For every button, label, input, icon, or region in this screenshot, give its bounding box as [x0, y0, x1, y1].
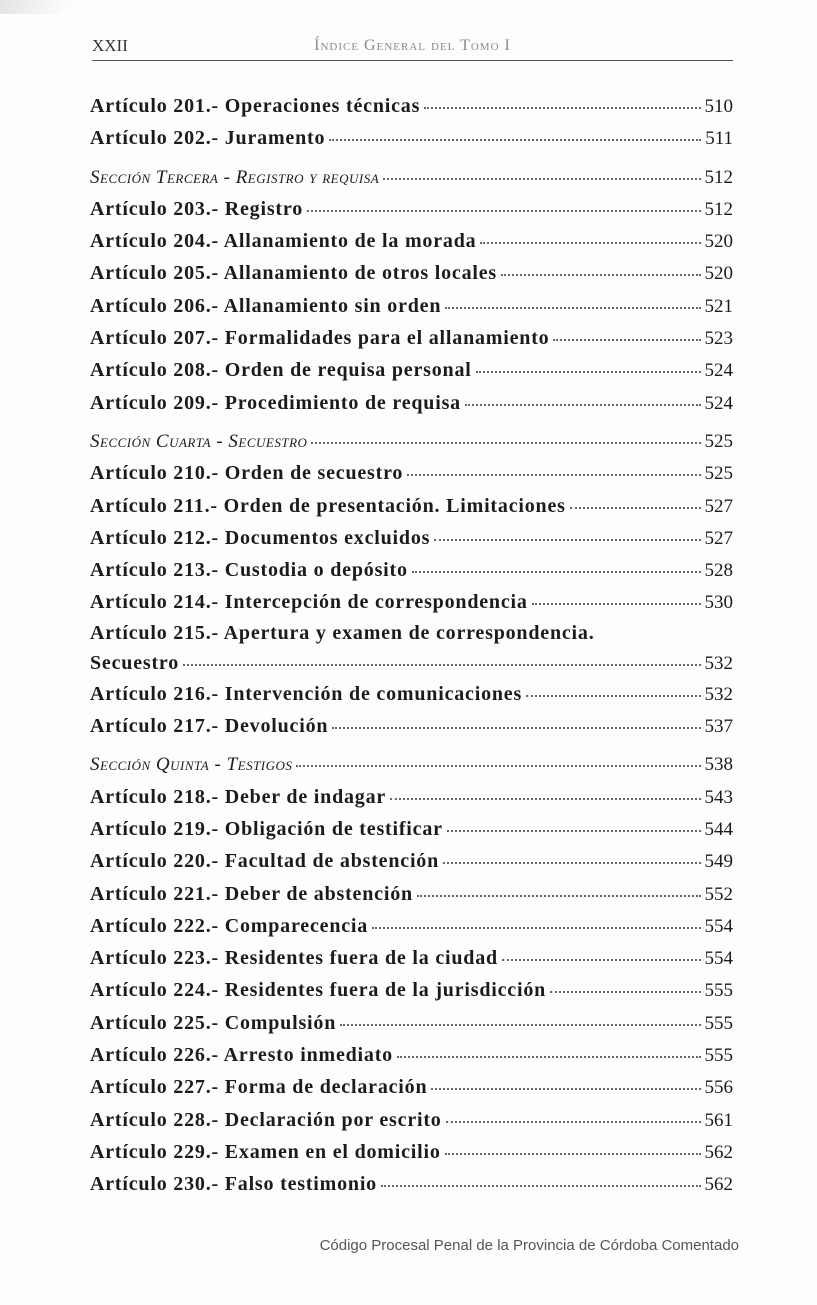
entry-page-number: 521 — [704, 295, 733, 317]
entry-page-number: 510 — [704, 96, 733, 117]
entry-label: Sección Cuarta - Secuestro — [90, 430, 308, 452]
entry-page-number: 554 — [704, 948, 733, 970]
entry-label: Artículo 230.- Falso testimonio — [90, 1173, 377, 1196]
entry-label: Artículo 229.- Examen en el domicilio — [90, 1140, 441, 1163]
entry-page-number: 537 — [704, 716, 733, 738]
entry-label: Artículo 201.- Operaciones técnicas — [90, 95, 421, 117]
entry-continuation-line — [90, 647, 733, 678]
entry-label: Artículo 211.- Orden de presentación. Limitaciones — [90, 494, 566, 517]
toc-entry-article — [90, 1007, 733, 1039]
dot-leader — [532, 583, 701, 605]
dot-leader — [407, 454, 700, 476]
entry-label: Artículo 210.- Orden de secuestro — [90, 462, 404, 485]
toc-section-heading — [90, 161, 733, 193]
entry-label: Artículo 223.- Residentes fuera de la ciudad — [90, 947, 498, 970]
toc-entry-article — [90, 619, 733, 678]
entry-label: Artículo 224.- Residentes fuera de la jurisdicción — [90, 979, 547, 1002]
toc-section-heading — [90, 748, 733, 780]
entry-page-number: 520 — [704, 231, 733, 253]
dot-leader — [465, 384, 701, 406]
entry-page-number: 532 — [704, 652, 733, 674]
toc-entry-article — [90, 678, 733, 710]
entry-label: Sección Quinta - Testigos — [90, 754, 293, 776]
dot-leader — [332, 707, 700, 729]
entry-label: Artículo 202.- Juramento — [90, 127, 326, 150]
dot-leader — [412, 551, 701, 573]
entry-label: Artículo 208.- Orden de requisa personal — [90, 359, 472, 382]
entry-label: Artículo 207.- Formalidades para el allanamiento — [90, 327, 550, 350]
entry-page-number: 528 — [704, 560, 733, 582]
entry-page-number: 555 — [704, 1012, 733, 1034]
entry-page-number: 512 — [704, 166, 733, 188]
toc-entry-article — [90, 813, 733, 845]
entry-label: Artículo 205.- Allanamiento de otros locales — [90, 262, 498, 285]
dot-leader — [329, 119, 701, 141]
toc-entry-article — [90, 490, 733, 522]
entry-page-number: 527 — [704, 527, 733, 549]
toc-entry-article — [90, 586, 733, 618]
toc-entry-article — [90, 354, 733, 386]
dot-leader — [311, 422, 700, 444]
entry-page-number: 555 — [704, 1045, 733, 1067]
book-title-footer: Código Procesal Penal de la Provincia de Córdoba Comentado — [319, 1237, 739, 1254]
entry-page-number: 538 — [704, 754, 733, 776]
table-of-contents — [90, 90, 733, 1201]
entry-label: Artículo 215.- Apertura y examen de correspondencia. — [90, 621, 595, 644]
entry-page-number: 511 — [705, 128, 733, 150]
toc-entry-article — [90, 974, 733, 1006]
entry-label: Artículo 227.- Forma de declaración — [90, 1076, 428, 1099]
dot-leader — [340, 1004, 700, 1026]
toc-entry-article — [90, 193, 733, 225]
entry-label: Artículo 225.- Compulsión — [90, 1011, 337, 1034]
entry-label: Artículo 219.- Obligación de testificar — [90, 817, 443, 840]
toc-entry-article — [90, 1071, 733, 1103]
entry-label: Sección Tercera - Registro y requisa — [90, 166, 380, 188]
toc-entry-article — [90, 710, 733, 742]
dot-leader — [480, 222, 700, 244]
dot-leader — [446, 1101, 701, 1123]
dot-leader — [431, 1068, 700, 1090]
entry-label: Artículo 216.- Intervención de comunicaciones — [90, 682, 523, 705]
entry-page-number: 527 — [704, 495, 733, 517]
entry-label: Artículo 206.- Allanamiento sin orden — [90, 294, 442, 317]
dot-leader — [434, 519, 700, 541]
entry-page-number: 524 — [704, 392, 733, 414]
dot-leader — [397, 1036, 701, 1058]
toc-entry-article — [90, 554, 733, 586]
dot-leader — [501, 254, 700, 276]
entry-label: Artículo 204.- Allanamiento de la morada — [90, 230, 477, 253]
dot-leader — [183, 644, 700, 666]
toc-entry-article — [90, 225, 733, 257]
dot-leader — [570, 487, 701, 509]
entry-page-number: 512 — [704, 198, 733, 220]
dot-leader — [307, 190, 701, 212]
entry-page-number: 554 — [704, 915, 733, 937]
toc-entry-article — [90, 910, 733, 942]
dot-leader — [476, 351, 701, 373]
toc-entry-article — [90, 522, 733, 554]
entry-page-number: 532 — [704, 683, 733, 705]
entry-label: Artículo 226.- Arresto inmediato — [90, 1044, 393, 1067]
entry-label: Artículo 212.- Documentos excluidos — [90, 526, 431, 549]
entry-page-number: 549 — [704, 851, 733, 873]
dot-leader — [372, 907, 700, 929]
dot-leader — [502, 939, 701, 961]
entry-label: Artículo 221.- Deber de abstención — [90, 882, 413, 905]
toc-entry-article — [90, 845, 733, 877]
toc-entry-article — [90, 1168, 733, 1200]
toc-entry-article — [90, 122, 733, 154]
entry-page-number: 561 — [704, 1109, 733, 1131]
dot-leader — [390, 778, 700, 800]
dot-leader — [296, 745, 700, 767]
entry-label: Artículo 203.- Registro — [90, 197, 303, 220]
dot-leader — [445, 287, 700, 309]
entry-page-number: 562 — [704, 1174, 733, 1196]
entry-label: Artículo 217.- Devolución — [90, 715, 329, 738]
toc-entry-article — [90, 1039, 733, 1071]
dot-leader — [447, 810, 701, 832]
page-number: XXII — [92, 36, 128, 55]
toc-entry-article — [90, 387, 733, 419]
entry-label: Artículo 209.- Procedimiento de requisa — [90, 391, 461, 414]
dot-leader — [445, 1133, 701, 1155]
page-header — [92, 36, 733, 61]
toc-entry-article — [90, 1104, 733, 1136]
entry-label: Artículo 218.- Deber de indagar — [90, 785, 387, 808]
page-corner-shadow — [0, 0, 70, 14]
dot-leader — [553, 319, 700, 341]
dot-leader — [383, 158, 700, 180]
entry-page-number: 523 — [704, 328, 733, 350]
toc-entry-article — [90, 257, 733, 289]
entry-page-number: 543 — [704, 786, 733, 808]
dot-leader — [443, 842, 700, 864]
entry-page-number: 544 — [704, 818, 733, 840]
dot-leader — [526, 675, 700, 697]
toc-entry-article — [90, 290, 733, 322]
entry-page-number: 552 — [704, 883, 733, 905]
entry-page-number: 525 — [704, 430, 733, 452]
toc-entry-article — [90, 322, 733, 354]
entry-label: Artículo 222.- Comparecencia — [90, 914, 369, 937]
dot-leader — [381, 1165, 701, 1187]
entry-label-continuation: Secuestro — [90, 651, 180, 674]
running-title: Índice General del Tomo I — [314, 37, 511, 54]
dot-leader — [550, 971, 700, 993]
entry-page-number: 525 — [704, 463, 733, 485]
toc-entry-article — [90, 1136, 733, 1168]
entry-page-number: 524 — [704, 360, 733, 382]
entry-page-number: 555 — [704, 980, 733, 1002]
toc-section-heading — [90, 425, 733, 457]
entry-page-number: 520 — [704, 263, 733, 285]
entry-page-number: 556 — [704, 1077, 733, 1099]
entry-page-number: 530 — [704, 592, 733, 614]
toc-entry-article — [90, 942, 733, 974]
toc-entry-article — [90, 878, 733, 910]
entry-label: Artículo 228.- Declaración por escrito — [90, 1108, 442, 1131]
dot-leader — [424, 87, 700, 109]
entry-label: Artículo 214.- Intercepción de correspondencia — [90, 591, 528, 614]
toc-entry-article — [90, 90, 733, 122]
entry-page-number: 562 — [704, 1141, 733, 1163]
dot-leader — [417, 875, 701, 897]
entry-label: Artículo 213.- Custodia o depósito — [90, 559, 408, 582]
entry-label: Artículo 220.- Facultad de abstención — [90, 850, 440, 873]
toc-entry-article — [90, 457, 733, 489]
toc-entry-article — [90, 781, 733, 813]
